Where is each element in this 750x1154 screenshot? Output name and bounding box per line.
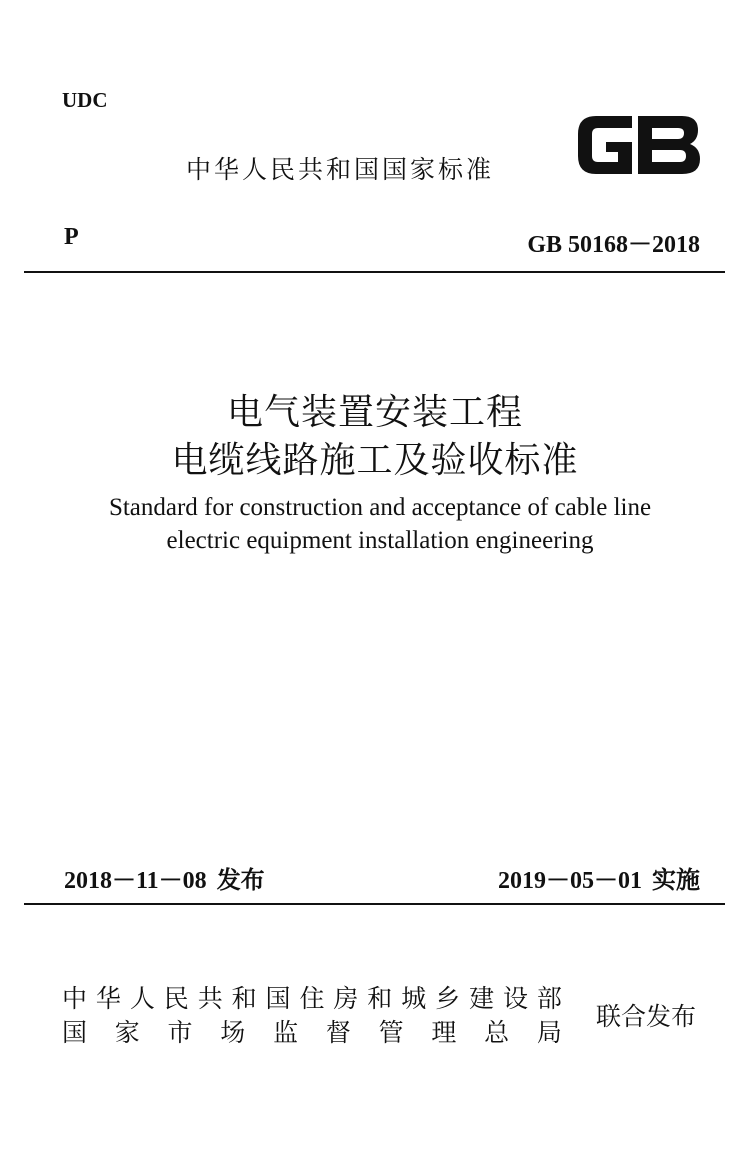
issuer-char: 总 (484, 1018, 510, 1047)
issuer-char: 和 (367, 984, 393, 1013)
issuer-char: 共 (197, 984, 223, 1013)
issue-label: 发布 (216, 866, 265, 894)
issuer-char: 局 (536, 1018, 562, 1047)
issuer-char: 市 (167, 1018, 193, 1047)
title-zh-line2: 电缆线路施工及验收标准 (171, 440, 579, 481)
implement-date: 2019－05－01 (498, 868, 642, 894)
issuer-administration (62, 1016, 562, 1050)
category-code: P (64, 224, 79, 250)
issuer-char: 国 (265, 984, 291, 1013)
implement-date-block (498, 860, 700, 895)
issuer-char: 人 (129, 984, 155, 1013)
issuer-char: 城 (401, 984, 427, 1013)
issue-date: 2018－11－08 (64, 868, 207, 894)
gb-logo-icon (574, 112, 702, 178)
issuer-char: 住 (299, 984, 325, 1013)
title-en-line2: electric equipment installation engineering (166, 527, 594, 554)
issuer-char: 房 (333, 984, 359, 1013)
joint-issue-label: 联合发布 (596, 1002, 697, 1031)
top-divider (24, 271, 725, 273)
standard-number: GB 50168－2018 (527, 232, 700, 258)
issuers-block (62, 982, 562, 1050)
issue-date-block (64, 860, 265, 895)
title-en-line1: Standard for construction and acceptance of cable line (108, 494, 652, 521)
issuer-char: 理 (431, 1018, 457, 1047)
national-standard-label: 中华人民共和国国家标准 (186, 155, 495, 184)
issuer-char: 督 (325, 1018, 351, 1047)
issuer-char: 乡 (435, 984, 461, 1013)
issuer-ministry (62, 982, 562, 1016)
udc-label: UDC (62, 88, 108, 112)
issuer-char: 建 (469, 984, 495, 1013)
issuer-char: 设 (502, 984, 528, 1013)
issuer-char: 中 (62, 984, 88, 1013)
issuer-char: 监 (273, 1018, 299, 1047)
issuer-char: 民 (163, 984, 189, 1013)
issuer-char: 国 (62, 1018, 88, 1047)
issuer-char: 华 (95, 984, 121, 1013)
issuer-char: 家 (114, 1018, 140, 1047)
implement-label: 实施 (652, 866, 700, 894)
issuer-char: 和 (231, 984, 257, 1013)
issuer-char: 部 (536, 984, 562, 1013)
bottom-divider (24, 903, 725, 905)
issuer-char: 管 (378, 1018, 404, 1047)
issuer-char: 场 (220, 1018, 246, 1047)
title-zh-line1: 电气装置安装工程 (226, 392, 523, 433)
